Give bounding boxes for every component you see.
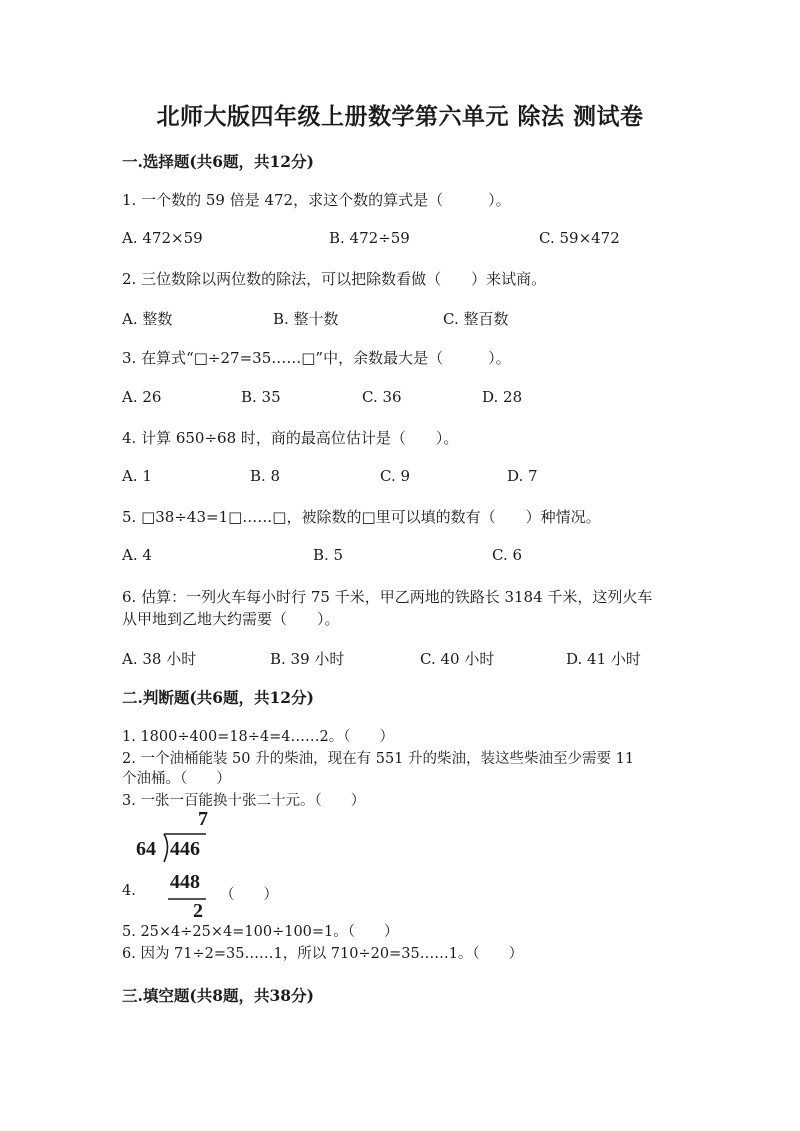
question-6-line2: 从甲地到乙地大约需要（ ）。 xyxy=(122,610,340,628)
q3-option-c: C. 36 xyxy=(362,388,402,406)
question-3: 3. 在算式“□÷27=35……□”中，余数最大是（ ）。 xyxy=(122,349,511,367)
section-heading-choice: 一.选择题(共6题，共12分) xyxy=(122,152,314,171)
q1-option-c: C. 59×472 xyxy=(539,229,620,247)
judge-item-4-number: 4. xyxy=(122,883,136,899)
q1-option-a: A. 472×59 xyxy=(122,229,203,247)
q3-option-d: D. 28 xyxy=(482,388,523,406)
q6-option-b: B. 39 小时 xyxy=(270,650,345,668)
q1-option-b: B. 472÷59 xyxy=(329,229,410,247)
q3-option-b: B. 35 xyxy=(241,388,281,406)
division-divisor: 64 xyxy=(136,838,156,860)
q6-option-a: A. 38 小时 xyxy=(122,650,197,668)
section-heading-fill: 三.填空题(共8题，共38分) xyxy=(122,986,314,1005)
question-4: 4. 计算 650÷68 时，商的最高位估计是（ ）。 xyxy=(122,429,459,447)
judge-item-4-paren: （ ） xyxy=(220,887,278,903)
judge-item-2-line1: 2. 一个油桶能装 50 升的柴油，现在有 551 升的柴油，装这些柴油至少需要 11 xyxy=(122,751,635,767)
q4-option-a: A. 1 xyxy=(122,467,152,485)
judge-item-3: 3. 一张一百能换十张二十元。（ ） xyxy=(122,793,366,809)
q4-option-c: C. 9 xyxy=(380,467,411,485)
q4-option-b: B. 8 xyxy=(250,467,281,485)
question-6-line1: 6. 估算：一列火车每小时行 75 千米，甲乙两地的铁路长 3184 千米，这列火车 xyxy=(122,588,653,606)
q2-option-a: A. 整数 xyxy=(122,310,173,328)
judge-item-6: 6. 因为 71÷2=35……1，所以 710÷20=35……1。（ ） xyxy=(122,946,524,962)
judge-item-2-line2: 个油桶。（ ） xyxy=(122,771,231,787)
division-quotient: 7 xyxy=(198,808,208,830)
judge-item-1: 1. 1800÷400=18÷4=4……2。（ ） xyxy=(122,729,394,745)
q6-option-d: D. 41 小时 xyxy=(566,650,641,668)
question-2: 2. 三位数除以两位数的除法，可以把除数看做（ ）来试商。 xyxy=(122,270,547,288)
q6-option-c: C. 40 小时 xyxy=(420,650,495,668)
q2-option-c: C. 整百数 xyxy=(443,310,509,328)
section-heading-judgement: 二.判断题(共6题，共12分) xyxy=(122,688,314,707)
q2-option-b: B. 整十数 xyxy=(273,310,339,328)
division-remainder: 2 xyxy=(193,900,203,922)
q4-option-d: D. 7 xyxy=(507,467,538,485)
division-product: 448 xyxy=(170,871,200,893)
long-division-figure xyxy=(136,808,226,924)
judge-item-5: 5. 25×4÷25×4=100÷100=1。（ ） xyxy=(122,924,399,940)
question-5: 5. □38÷43=1□……□，被除数的□里可以填的数有（ ）种情况。 xyxy=(122,508,601,526)
question-1: 1. 一个数的 59 倍是 472，求这个数的算式是（ ）。 xyxy=(122,191,511,209)
q5-option-c: C. 6 xyxy=(492,546,523,564)
q3-option-a: A. 26 xyxy=(122,388,162,406)
division-dividend: 446 xyxy=(170,838,200,860)
q5-option-a: A. 4 xyxy=(122,546,152,564)
q5-option-b: B. 5 xyxy=(313,546,344,564)
page-title: 北师大版四年级上册数学第六单元 除法 测试卷 xyxy=(156,103,644,130)
